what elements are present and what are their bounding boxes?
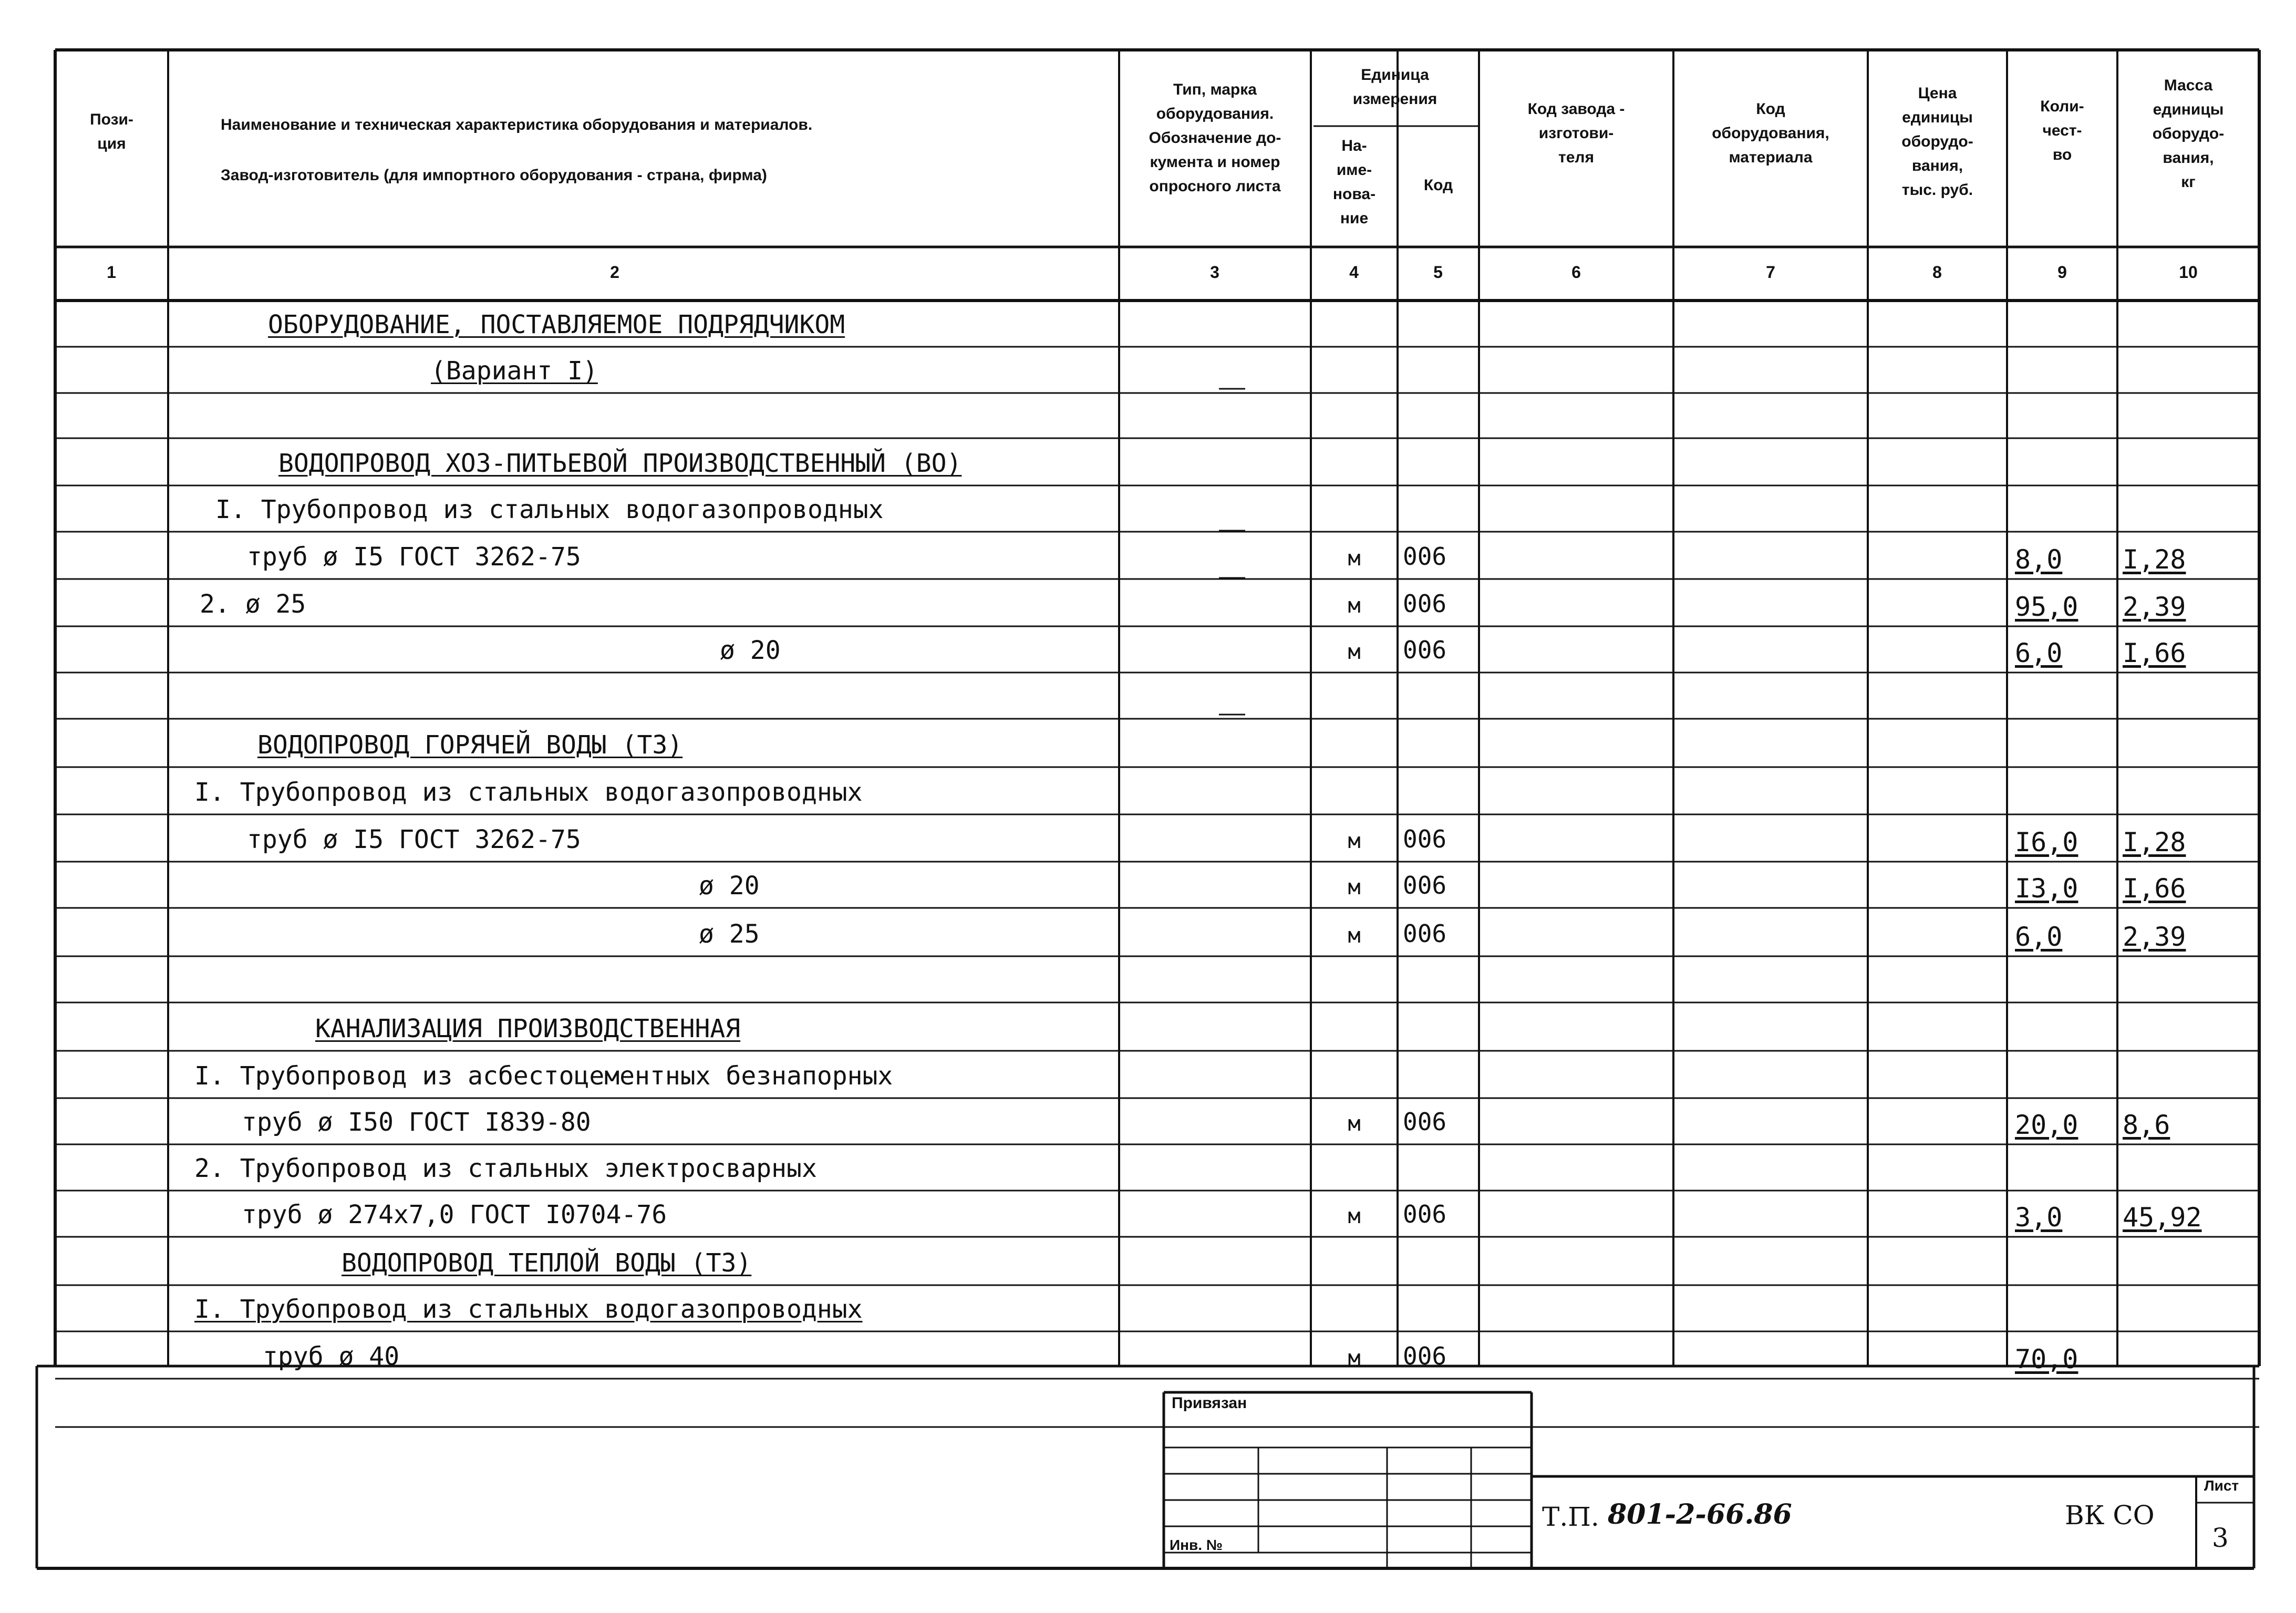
item-description: труб ø I5 ГОСТ 3262-75 bbox=[247, 542, 581, 572]
column-number: 2 bbox=[610, 263, 619, 282]
unit-code: 006 bbox=[1403, 871, 1447, 899]
item-description: ОБОРУДОВАНИЕ, ПОСТАВЛЯЕМОЕ ПОДРЯДЧИКОМ bbox=[268, 310, 845, 339]
unit-name: м bbox=[1348, 546, 1361, 571]
unit-mass: I,28 bbox=[2123, 827, 2186, 857]
unit-mass: I,66 bbox=[2123, 638, 2186, 668]
header-type: Тип, марка оборудования. Обозначение до- кумента и номер опросного листа bbox=[1149, 81, 1281, 195]
quantity: 20,0 bbox=[2015, 1110, 2078, 1140]
unit-code: 006 bbox=[1403, 825, 1447, 853]
quantity: 6,0 bbox=[2015, 922, 2063, 952]
header-mass: Масса единицы оборудо- вания, кг bbox=[2152, 77, 2225, 191]
item-description: (Вариант I) bbox=[431, 356, 598, 386]
item-description: КАНАЛИЗАЦИЯ ПРОИЗВОДСТВЕННАЯ bbox=[315, 1014, 741, 1043]
item-description: I. Трубопровод из стальных водогазопроводных bbox=[194, 778, 863, 807]
header-equipment-code: Код оборудования, материала bbox=[1712, 100, 1829, 166]
doc-number: 801-2-66.86 bbox=[1608, 1498, 1792, 1531]
unit-name: м bbox=[1348, 875, 1361, 899]
header-unit-group: Единица измерения bbox=[1352, 66, 1437, 108]
item-description: 2. ø 25 bbox=[200, 590, 306, 619]
item-description: труб ø I50 ГОСТ I839-80 bbox=[242, 1108, 591, 1137]
header-position: Пози- ция bbox=[90, 111, 133, 152]
unit-code: 006 bbox=[1403, 542, 1447, 571]
item-description: ВОДОПРОВОД ХОЗ-ПИТЬЕВОЙ ПРОИЗВОДСТВЕННЫЙ (ВО) bbox=[278, 449, 962, 478]
item-description: ø 20 bbox=[720, 636, 781, 665]
header-unit-code: Код bbox=[1423, 177, 1453, 194]
unit-code: 006 bbox=[1403, 1342, 1447, 1370]
unit-code: 006 bbox=[1403, 1108, 1447, 1136]
item-description: 2. Трубопровод из стальных электросварных bbox=[194, 1154, 817, 1183]
unit-mass: 45,92 bbox=[2123, 1202, 2202, 1233]
column-number: 6 bbox=[1571, 263, 1581, 282]
inventory-label: Инв. № bbox=[1170, 1537, 1223, 1553]
unit-code: 006 bbox=[1403, 1200, 1447, 1228]
column-number: 7 bbox=[1766, 263, 1775, 282]
quantity: 95,0 bbox=[2015, 592, 2078, 622]
unit-name: м bbox=[1348, 924, 1361, 948]
header-factory-code: Код завода - изготови- теля bbox=[1527, 100, 1625, 166]
column-number: 8 bbox=[1932, 263, 1942, 282]
quantity: I6,0 bbox=[2015, 827, 2078, 857]
unit-code: 006 bbox=[1403, 590, 1447, 618]
item-description: ВОДОПРОВОД ГОРЯЧЕЙ ВОДЫ (Т3) bbox=[257, 730, 683, 760]
quantity: I3,0 bbox=[2015, 873, 2078, 904]
item-description: ВОДОПРОВОД ТЕПЛОЙ ВОДЫ (Т3) bbox=[342, 1248, 752, 1278]
unit-name: м bbox=[1348, 1204, 1361, 1228]
unit-mass: 2,39 bbox=[2123, 592, 2186, 622]
unit-mass: 2,39 bbox=[2123, 922, 2186, 952]
unit-name: м bbox=[1348, 1346, 1361, 1370]
unit-mass: I,66 bbox=[2123, 873, 2186, 904]
unit-name: м bbox=[1348, 640, 1361, 664]
header-quantity: Коли- чест- во bbox=[2040, 98, 2084, 163]
column-number: 1 bbox=[107, 263, 116, 282]
quantity: 70,0 bbox=[2015, 1344, 2078, 1374]
column-number: 4 bbox=[1349, 263, 1359, 282]
item-description: I. Трубопровод из стальных водогазопроводных bbox=[194, 1295, 863, 1324]
column-number: 10 bbox=[2179, 263, 2198, 282]
unit-mass: 8,6 bbox=[2123, 1110, 2170, 1140]
unit-name: м bbox=[1348, 829, 1361, 853]
unit-code: 006 bbox=[1403, 636, 1447, 664]
header-name: Наименование и техническая характеристика оборудования и материалов. Завод-изготовитель (для импортного оборудования - страна, фирма) bbox=[221, 116, 813, 184]
unit-mass: I,28 bbox=[2123, 544, 2186, 575]
unit-name: м bbox=[1348, 594, 1361, 618]
header-price: Цена единицы оборудо- вания, тыс. руб. bbox=[1901, 85, 1973, 199]
quantity: 8,0 bbox=[2015, 544, 2063, 575]
item-description: ø 25 bbox=[699, 919, 760, 949]
item-description: ø 20 bbox=[699, 871, 760, 901]
column-number: 9 bbox=[2057, 263, 2067, 282]
bound-label: Привязан bbox=[1172, 1394, 1247, 1412]
sheet-number: 3 bbox=[2212, 1523, 2229, 1553]
item-description: труб ø I5 ГОСТ 3262-75 bbox=[247, 825, 581, 854]
doc-prefix: Т.П. bbox=[1542, 1502, 1599, 1532]
quantity: 3,0 bbox=[2015, 1202, 2063, 1233]
item-description: труб ø 40 bbox=[263, 1342, 400, 1371]
quantity: 6,0 bbox=[2015, 638, 2063, 668]
column-number: 3 bbox=[1210, 263, 1219, 282]
sheet-label: Лист bbox=[2204, 1477, 2239, 1494]
item-description: I. Трубопровод из асбестоцементных безнапорных bbox=[194, 1061, 893, 1091]
item-description: I. Трубопровод из стальных водогазопроводных bbox=[215, 495, 884, 524]
item-description: труб ø 274х7,0 ГОСТ I0704-76 bbox=[242, 1200, 667, 1229]
unit-name: м bbox=[1348, 1112, 1361, 1136]
column-number: 5 bbox=[1433, 263, 1443, 282]
sheet-code: ВК СО bbox=[2065, 1500, 2155, 1531]
unit-code: 006 bbox=[1403, 919, 1447, 948]
header-unit-name: На- име- нова- ние bbox=[1332, 137, 1376, 227]
